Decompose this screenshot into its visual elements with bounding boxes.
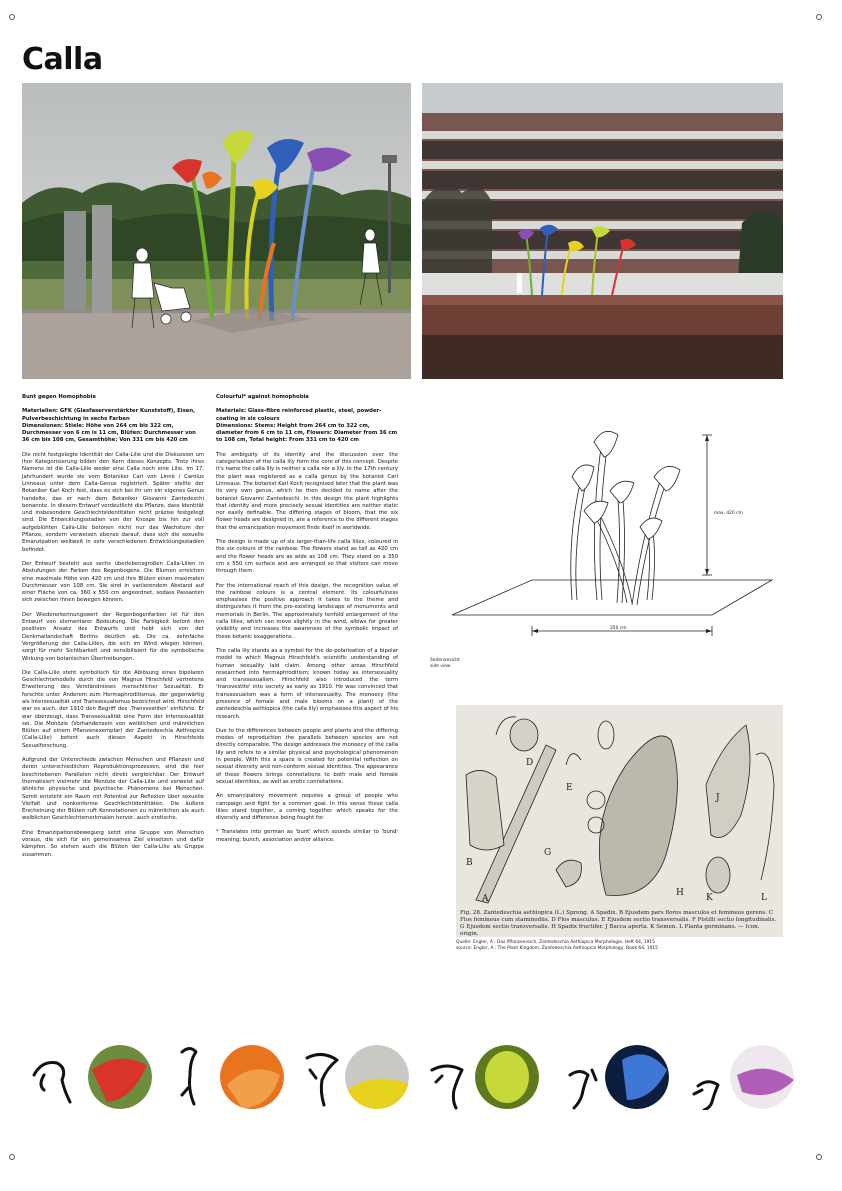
side-view-drawing [422,415,783,647]
purple-calla-photo [730,1045,794,1109]
height-dimension-label: max. 420 cm [714,511,743,516]
english-heading: Colourful* against homophobia [216,394,309,400]
registration-mark-top-right [816,14,822,20]
calla-pictogram-3 [307,1054,337,1105]
german-paragraph-3: Der Wiedererkennungswert der Regenbogenfarben ist für den Entwurf von elementarer Bedeutung. Die Farbigkeit betont den positiven Ansatz des Entwurfs und hebt sich von der Denkmallandschaft Berlins deutlich ab. Die ca. zehnfache Vergrößerung der Calla-Lilien, die sich im Wind wiegen können, sorgt für mehr Sichtbarkeit und sensibilisiert für die symbolische Wirkung von botanischen Übertreibungen. [22,611,204,662]
calla-pictogram-5 [570,1070,596,1108]
yellow-calla-photo [345,1045,410,1110]
english-paragraph-2: The design is made up of six larger-than-life calla lilies, coloured in the six colours of the rainbow. The flowers stand as tall as 420 cm and the flower heads are as wide as 108 cm. They stand on a 350 cm x 550 cm surface and are arranged so that visitors can move through them. [216,539,398,575]
svg-text:J: J [716,793,720,803]
source-caption-en: source: Engler, A.: The Plant Kingdom, Zantedeschia Aethiopica Morphology, Book 64, 1915 [456,946,658,951]
calla-pictogram-6 [694,1082,718,1110]
calla-pictogram-2 [182,1049,196,1105]
german-specs [22,408,204,444]
english-paragraph-1: The ambiguity of its identity and the discussion over the categorisation of the calla lily form the core of this concept. Despite it's name the calla lily is neither a calla nor a lily. In the 17th century the plant was registered as a calla genus by the botanist Carl Linneaus. The botanist Karl Koch recognised later that the plant was its very own genus, which he then decided to name after the botanist Giovanni Zantedeschi. In this design the plant highlights that identity and more precisely sexual identities are neither static nor easily definable. The differing stages of bloom, that the six flower heads are designed in, are a reference to the different stages that the emancipation movement finds itself in worldwide. [216,451,398,531]
german-materials: Materialien: GFK (Glasfaserverstärkter Kunststoff), Eisen, Pulverbeschichtung in sechs Farben [22,408,196,422]
german-dimensions: Dimensionen: Stiele: Höhe von 264 cm bis 322 cm, Durchmesser von 6 cm is 11 cm, Blüten: Durchmesser von 36 cm bis 108 cm, Gesamthöhe: Von 331 cm bis 420 cm [22,422,196,444]
german-paragraph-2: Der Entwurf besteht aus sechs überlebensgroßen Calla-Lilien in Abstufungen der Farben des Regenbogens. Die Blumen erreichen eine maximale Höhe von 420 cm und ihre Blüten einen maximalen Durchmesser von 108 cm. Sie sind in variierendem Abstand auf einer Fläche von ca. 360 x 550 cm angeordnet, sodass Passanten sich zwischen ihnen bewegen können. [22,560,204,604]
german-paragraph-6: Eine Emanzipationsbewegung setzt eine Gruppe von Menschen voraus, die sich für ein gemeinsames Ziel einsetzen und dafür kämpfen. So stehen auch die Blüten der Calla-Lilie als Gruppe zusammen. [22,829,204,858]
svg-text:B: B [466,858,473,868]
svg-text:E: E [566,783,573,793]
german-heading: Bunt gegen Homophobie [22,394,96,400]
svg-text:G: G [544,848,552,858]
svg-text:A: A [482,894,489,904]
pictogram-strip [22,1030,822,1110]
english-footnote: * Translates into german as 'bunt' which sounds similar to 'bund' meaning; bunch, association and/or alliance. [216,829,398,843]
page-title: Calla [22,42,103,77]
english-paragraph-3: For the international reach of this design, the recognition value of the rainbow colours is a central element. Its colourfulness emphasises the positive approach it takes to the theme and distinguishes it from the pre-existing landscape of monuments and memorials in Berlin. The approximately tenfold enlargement of the calla lilies, which can move slightly in the wind, allows for greater visibility and increases the awareness of the symbolic impact of these botanic exaggerations. [216,582,398,640]
orange-calla-photo [220,1045,284,1109]
green-calla-photo [475,1045,539,1109]
side-view-caption [430,658,460,670]
width-dimension-label: 350 cm [610,626,627,631]
source-caption-de: Quelle: Engler, A.: Das Pflanzenreich, Zantedeschia Aethiopica Morphologie, Heft 64, 1915 [456,940,655,945]
german-paragraph-5: Aufgrund der Unterschiede zwischen Menschen und Pflanzen und deren unterschiedlichen Reproduktionsprozessen, sind die hier beschriebenen Parallelen nicht direkt vergleichbar. Der Entwurf thematisiert vielmehr die Monözie der Calla-Lilie und verweist auf ähnliche physische und psychische Phänomene bei Menschen. Somit entsteht ein Raum mit Potential zur Reflexion über sexuelle Vielfalt und nonkonforme Geschlechtidentitäten. Die äußere Erscheinung der Blüten ruft Konnotationen zu männlichen als auch weiblichen Geschlechtsmerkmalen hervor, auch erotische. [22,757,204,822]
svg-text:D: D [526,758,534,768]
calla-pictogram-4 [432,1066,462,1108]
english-paragraph-4: The calla lily stands as a symbol for the de-polarisation of a bipolar model to which Magnus Hirschfeld's scientific understanding of human sexuality laid claim. Among other areas Hirschfeld researched into hermaphroditism; known today as intersexuality and transsexualism. Hirschfeld also introduced the term 'transvestite' into society as early as 1910. He was convinced that transsexualism was a form of intersexuality. The monoecy (the presence of female and male blooms on a plant) of the zantedeschia aethiopica (the calla lily) emphasises this aspect of his research. [216,647,398,720]
english-specs [216,408,398,444]
registration-mark-bottom-left [9,1154,15,1160]
english-text-column [216,394,398,851]
german-text-column [22,394,204,866]
figure-caption: Fig. 28. Zantedeschia aethiopica (L.) Spreng. A Spadix. B Ejusdem pars flores masculos et femineos gerens. C Flos femineus cum staminodiis. D Flos masculus. E Ejusdem sectio transversalis. F Pistilli sectio longitudinalis. G Ejusdem sectio transversalis. H Spadix fructifer. J Bacca aperta. K Semen. L Planta germinans. — Icon. origin. [460,910,777,937]
english-paragraph-5: Due to the differences between people and plants and the differing modes of reproduction the parallels between species are not directly comparable. The design addresses the monoecy of the calla lily and refers to a similar physical and psychological phenomenon in people. With this a space is created for potential reflection on sexual diversity and non-conform sexual identities. The appearance of these flowers brings connotations to both male and female sexual identities, as well as erotic connotations. [216,727,398,785]
svg-text:H: H [676,888,684,898]
german-paragraph-4: Die Calla-Lilie steht symbolisch für die Ablösung eines bipolaren Geschlechtsmodells durch die von Magnus Hirschfeld vertretene Erweiterung des Verständnisses menschlicher Sexualität. Er forschte unter Anderem zum Hermaphroditismus, der gegenwärtig als Intersexualität und Transsexualismus bezeichnet wird. Hirschfeld war es auch, der 1910 den Begriff des ‚Transvestiten' einführte. Er war überzeugt, dass Transsexualität eine Form der Intersexualität sei. Die Monözie (Vorhandensein von weiblichen und männlichen Blüten auf einem Pflanzenexemplar) der Zantedeschia Aethiopica (Calla-Lilie) betont auch diesen Aspekt in Hirschfelds Sexualforschung. [22,669,204,749]
blue-calla-photo [605,1045,669,1109]
side-view-caption-en: side view [430,664,451,669]
botanical-illustration [456,705,783,937]
english-materials: Materials: Glass-fibre reinforced plastic, steel, powder-coating in six colours [216,408,382,422]
svg-text:K: K [706,893,713,903]
english-paragraph-6: An emancipatory movement requires a group of people who campaign and fight for a common goal. In this sense these calla lilies stand together, a coming together which speaks for the diversity and difference being fought for. [216,793,398,822]
side-view-caption-de: Seitenansicht [430,658,460,663]
park-visualization-photo [22,83,411,379]
source-caption [456,940,783,952]
registration-mark-top-left [9,14,15,20]
registration-mark-bottom-right [816,1154,822,1160]
svg-text:L: L [761,893,767,903]
red-calla-photo [88,1045,152,1109]
german-paragraph-1: Die nicht festgelegte Identität der Calla-Lilie und die Diskussion um ihre Kategorisierung bilden den Kern dieses Konzepts. Trotz ihres Namens ist die Calla-Lilie weder eine Calla noch eine Lilie. Im 17. Jahrhundert wurde sie vom Botaniker Carl von Linné / Carolus Linneaus unter dem Calla-Genus registriert. Später stellte der Botaniker Karl Koch fest, dass es sich bei ihr um ein eigenes Genus handelte, das er nach dem Botaniker Giovanni Zantedeschi benannte. In diesem Entwurf verdeutlicht die Pflanze, dass Identität und insbesondere Geschlechtsidentitäten nicht präzise festgelegt sind. Die Entwicklungsstadien von der Knospe bis hin zur voll aufgeblühten Calla-Lilie betonen nicht nur das Wachstum der Pflanze, sondern verweisen ebenso darauf, dass sich die sexuelle Emanzipation weltweit in sehr verschiedenen Entwicklungsstadien befindet. [22,451,204,553]
calla-pictogram-1 [34,1063,70,1103]
building-visualization-photo [422,83,783,379]
english-dimensions: Dimensions: Stems: Height from 264 cm to 322 cm, diameter from 6 cm to 11 cm, Flowers: Diameter from 36 cm to 108 cm, Total height: From 331 cm to 420 cm [216,422,398,444]
